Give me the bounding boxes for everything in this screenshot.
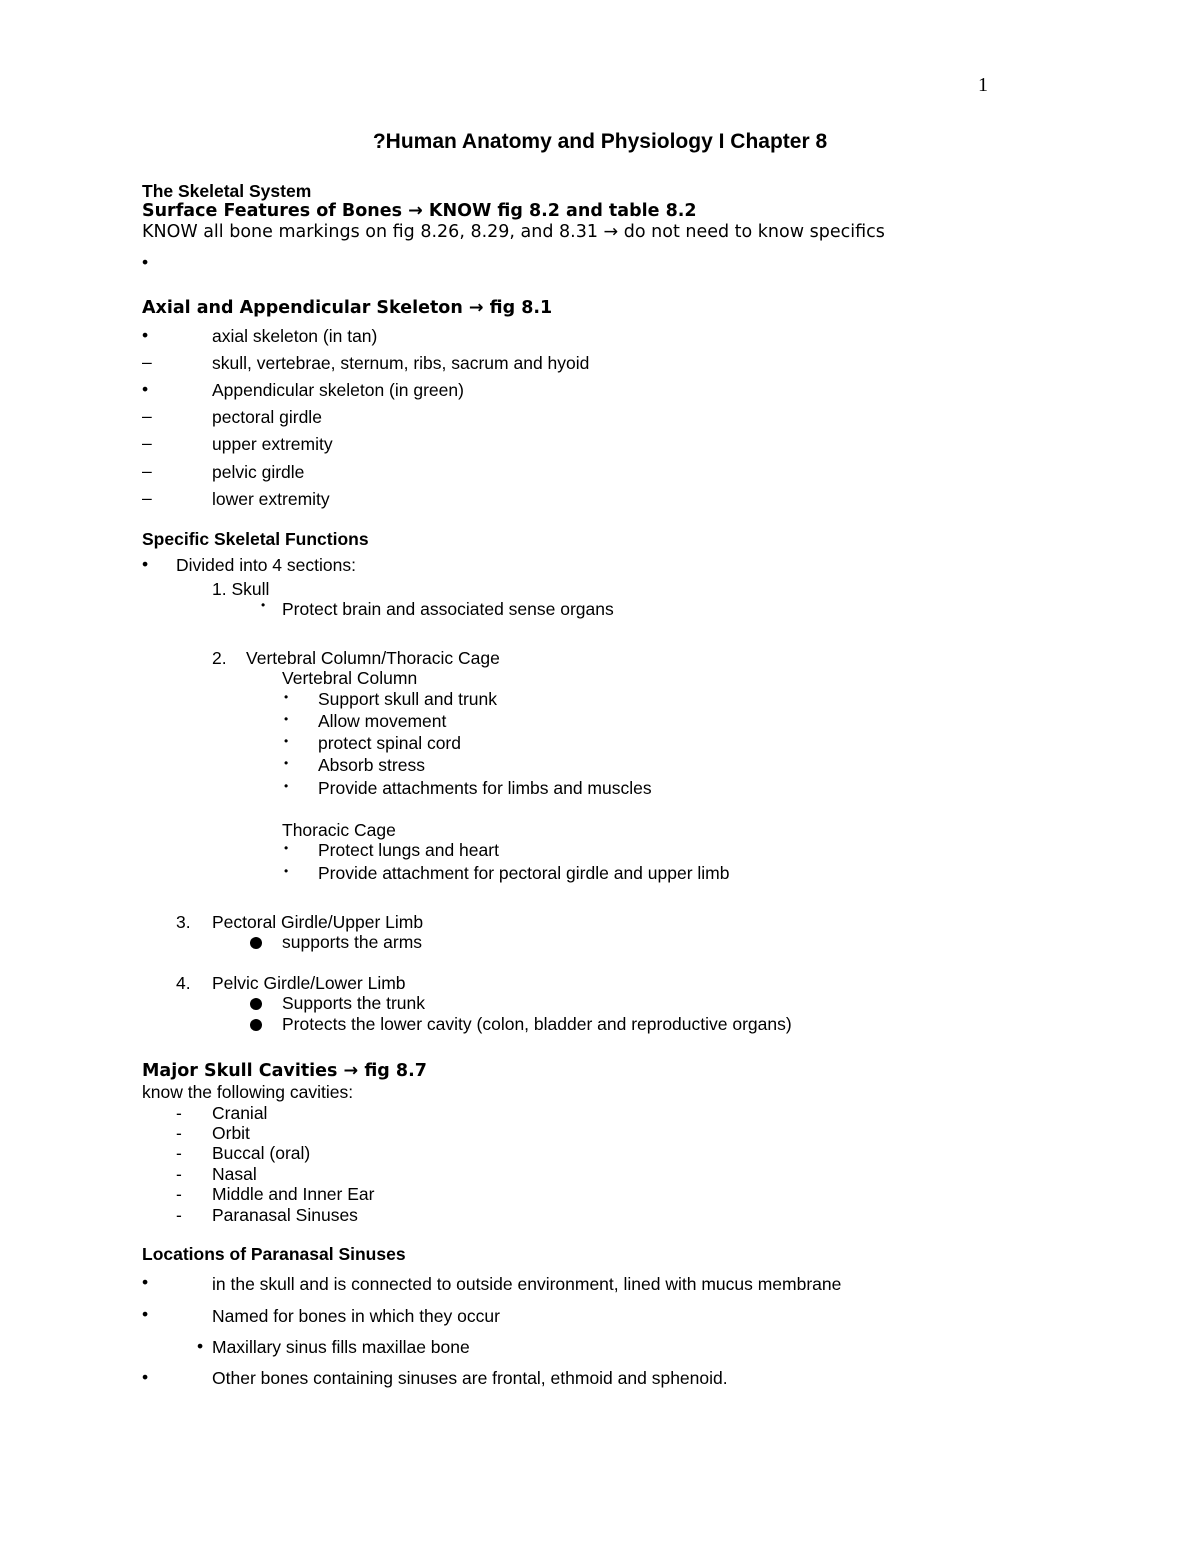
sinus-marker: • xyxy=(142,1304,149,1324)
empty-bullet: • xyxy=(142,252,149,272)
small-bullet: • xyxy=(284,864,289,878)
small-bullet: • xyxy=(261,598,266,612)
document-title: ?Human Anatomy and Physiology I Chapter 8 xyxy=(372,130,828,153)
skull-section-title: 1. Skull xyxy=(212,579,270,599)
vertebral-item: Absorb stress xyxy=(318,755,425,775)
axial-item-marker: • xyxy=(142,379,149,399)
small-bullet: • xyxy=(284,756,289,770)
sinus-item: in the skull and is connected to outside environment, lined with mucus membrane xyxy=(212,1274,842,1294)
surface-features-heading: Surface Features of Bones → KNOW fig 8.2 and table 8.2 xyxy=(142,201,697,221)
vertebral-item: Support skull and trunk xyxy=(318,689,497,709)
pectoral-section-title: Pectoral Girdle/Upper Limb xyxy=(212,912,424,932)
cavity-item: Middle and Inner Ear xyxy=(212,1184,375,1204)
thoracic-item: Provide attachment for pectoral girdle and upper limb xyxy=(318,863,730,883)
cavity-marker: - xyxy=(176,1103,182,1123)
vertebral-item: Allow movement xyxy=(318,711,447,731)
cavity-item: Paranasal Sinuses xyxy=(212,1205,358,1225)
vertebral-column-subheading: Vertebral Column xyxy=(282,668,418,688)
axial-item-marker: – xyxy=(142,461,152,481)
vertebral-section-number: 2. xyxy=(212,648,227,668)
small-bullet: • xyxy=(284,779,289,793)
axial-item-marker: – xyxy=(142,352,152,372)
skeletal-system-heading: The Skeletal System xyxy=(142,181,312,201)
bullet-dot xyxy=(250,937,262,949)
skull-item: Protect brain and associated sense organs xyxy=(282,599,614,619)
axial-item: axial skeleton (in tan) xyxy=(212,326,378,346)
functions-intro-marker: • xyxy=(142,554,149,574)
cavity-marker: - xyxy=(176,1184,182,1204)
vertebral-section-title: Vertebral Column/Thoracic Cage xyxy=(246,648,500,668)
sinus-marker: • xyxy=(142,1272,149,1292)
thoracic-cage-subheading: Thoracic Cage xyxy=(282,820,396,840)
sinus-marker: • xyxy=(142,1367,149,1387)
cavity-item: Cranial xyxy=(212,1103,268,1123)
small-bullet: • xyxy=(284,712,289,726)
small-bullet: • xyxy=(284,734,289,748)
functions-intro: Divided into 4 sections: xyxy=(176,555,356,575)
bullet-dot xyxy=(250,998,262,1010)
sinus-item: Other bones containing sinuses are frontal, ethmoid and sphenoid. xyxy=(212,1368,728,1388)
pelvic-section-title: Pelvic Girdle/Lower Limb xyxy=(212,973,406,993)
cavities-intro: know the following cavities: xyxy=(142,1082,354,1102)
axial-item: pelvic girdle xyxy=(212,462,305,482)
axial-item-marker: • xyxy=(142,325,149,345)
vertebral-item: protect spinal cord xyxy=(318,733,461,753)
small-bullet: • xyxy=(284,841,289,855)
cavity-marker: - xyxy=(176,1143,182,1163)
axial-item: skull, vertebrae, sternum, ribs, sacrum and hyoid xyxy=(212,353,590,373)
cavity-marker: - xyxy=(176,1123,182,1143)
cavity-item: Nasal xyxy=(212,1164,257,1184)
axial-appendicular-heading: Axial and Appendicular Skeleton → fig 8.1 xyxy=(142,298,553,318)
pelvic-section-number: 4. xyxy=(176,973,191,993)
axial-item-marker: – xyxy=(142,406,152,426)
know-markings-text: KNOW all bone markings on fig 8.26, 8.29, and 8.31 → do not need to know specifics xyxy=(142,222,885,242)
axial-item-marker: – xyxy=(142,488,152,508)
pelvic-item: Protects the lower cavity (colon, bladder and reproductive organs) xyxy=(282,1014,792,1034)
cavity-item: Orbit xyxy=(212,1123,250,1143)
axial-item: lower extremity xyxy=(212,489,330,509)
sinus-item: Named for bones in which they occur xyxy=(212,1306,500,1326)
cavity-item: Buccal (oral) xyxy=(212,1143,311,1163)
axial-item: upper extremity xyxy=(212,434,333,454)
sinus-marker: • xyxy=(197,1336,204,1356)
sinuses-heading: Locations of Paranasal Sinuses xyxy=(142,1244,406,1264)
functions-heading: Specific Skeletal Functions xyxy=(142,529,369,549)
pectoral-section-number: 3. xyxy=(176,912,191,932)
bullet-dot xyxy=(250,1019,262,1031)
pelvic-item: Supports the trunk xyxy=(282,993,425,1013)
vertebral-item: Provide attachments for limbs and muscles xyxy=(318,778,652,798)
cavity-marker: - xyxy=(176,1205,182,1225)
pectoral-item: supports the arms xyxy=(282,932,423,952)
axial-item-marker: – xyxy=(142,433,152,453)
axial-item: Appendicular skeleton (in green) xyxy=(212,380,464,400)
page-number: 1 xyxy=(978,74,988,96)
cavity-marker: - xyxy=(176,1164,182,1184)
axial-item: pectoral girdle xyxy=(212,407,322,427)
sinus-item: Maxillary sinus fills maxillae bone xyxy=(212,1337,470,1357)
cavities-heading: Major Skull Cavities → fig 8.7 xyxy=(142,1061,427,1081)
small-bullet: • xyxy=(284,690,289,704)
thoracic-item: Protect lungs and heart xyxy=(318,840,499,860)
